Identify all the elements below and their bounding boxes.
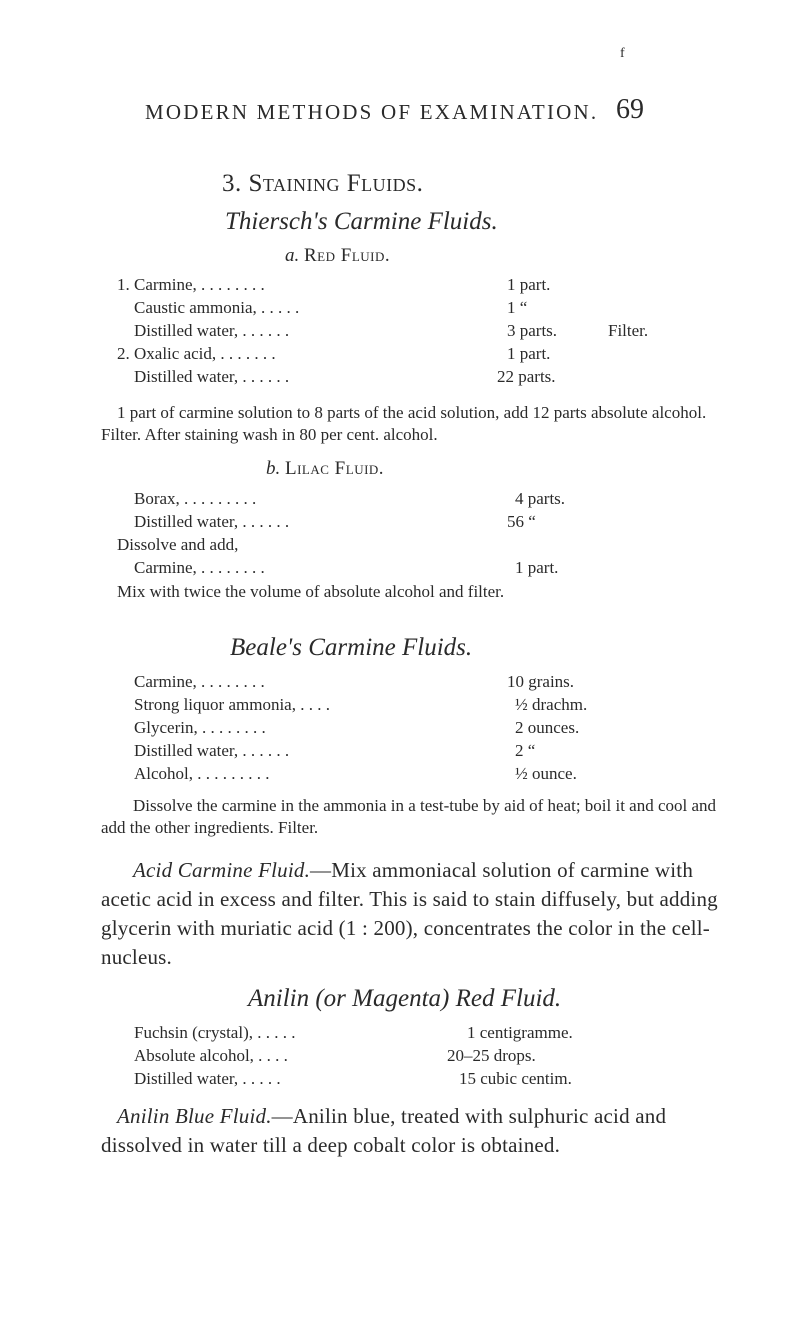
beale-instructions: Dissolve the carmine in the ammonia in a test-tube by aid of heat; boil it and cool and add the other ingredients. Filter. xyxy=(101,796,717,837)
running-head: MODERN METHODS OF EXAMINATION. xyxy=(145,100,599,124)
lilac-fluid-subhead: b. Lilac Fluid. xyxy=(266,458,385,479)
page-number: 69 xyxy=(616,94,644,125)
red-fluid-instructions: 1 part of carmine solution to 8 parts of the acid solution, add 12 parts absolute alcohol. Filter. After staining wash in 80 per cent. alcohol. xyxy=(101,403,707,444)
thiersch-title: Thiersch's Carmine Fluids. xyxy=(225,208,498,235)
acid-carmine-title: Acid Carmine Fluid. xyxy=(133,858,311,882)
anilin-blue-paragraph: Anilin Blue Fluid.—Anilin blue, treated with sulphuric acid and dissolved in water till a deep cobalt color is obtained. xyxy=(101,1104,667,1157)
section-heading: 3. Staining Fluids. xyxy=(222,170,424,197)
anilin-red-title: Anilin (or Magenta) Red Fluid. xyxy=(248,985,562,1012)
anilin-blue-title: Anilin Blue Fluid. xyxy=(117,1104,272,1128)
corner-mark: f xyxy=(620,46,625,61)
acid-carmine-paragraph: Acid Carmine Fluid.—Mix ammoniacal solution of carmine with acetic acid in excess and filter. This is said to stain diffusely, but adding glycerin with muriatic acid (1 : 200), concentrates the color in the cell-nucleus. xyxy=(101,858,718,969)
red-fluid-subhead: a. Red Fluid. xyxy=(285,245,391,266)
beale-title: Beale's Carmine Fluids. xyxy=(230,634,473,661)
lilac-fluid-instructions: Mix with twice the volume of absolute alcohol and filter. xyxy=(117,582,505,601)
